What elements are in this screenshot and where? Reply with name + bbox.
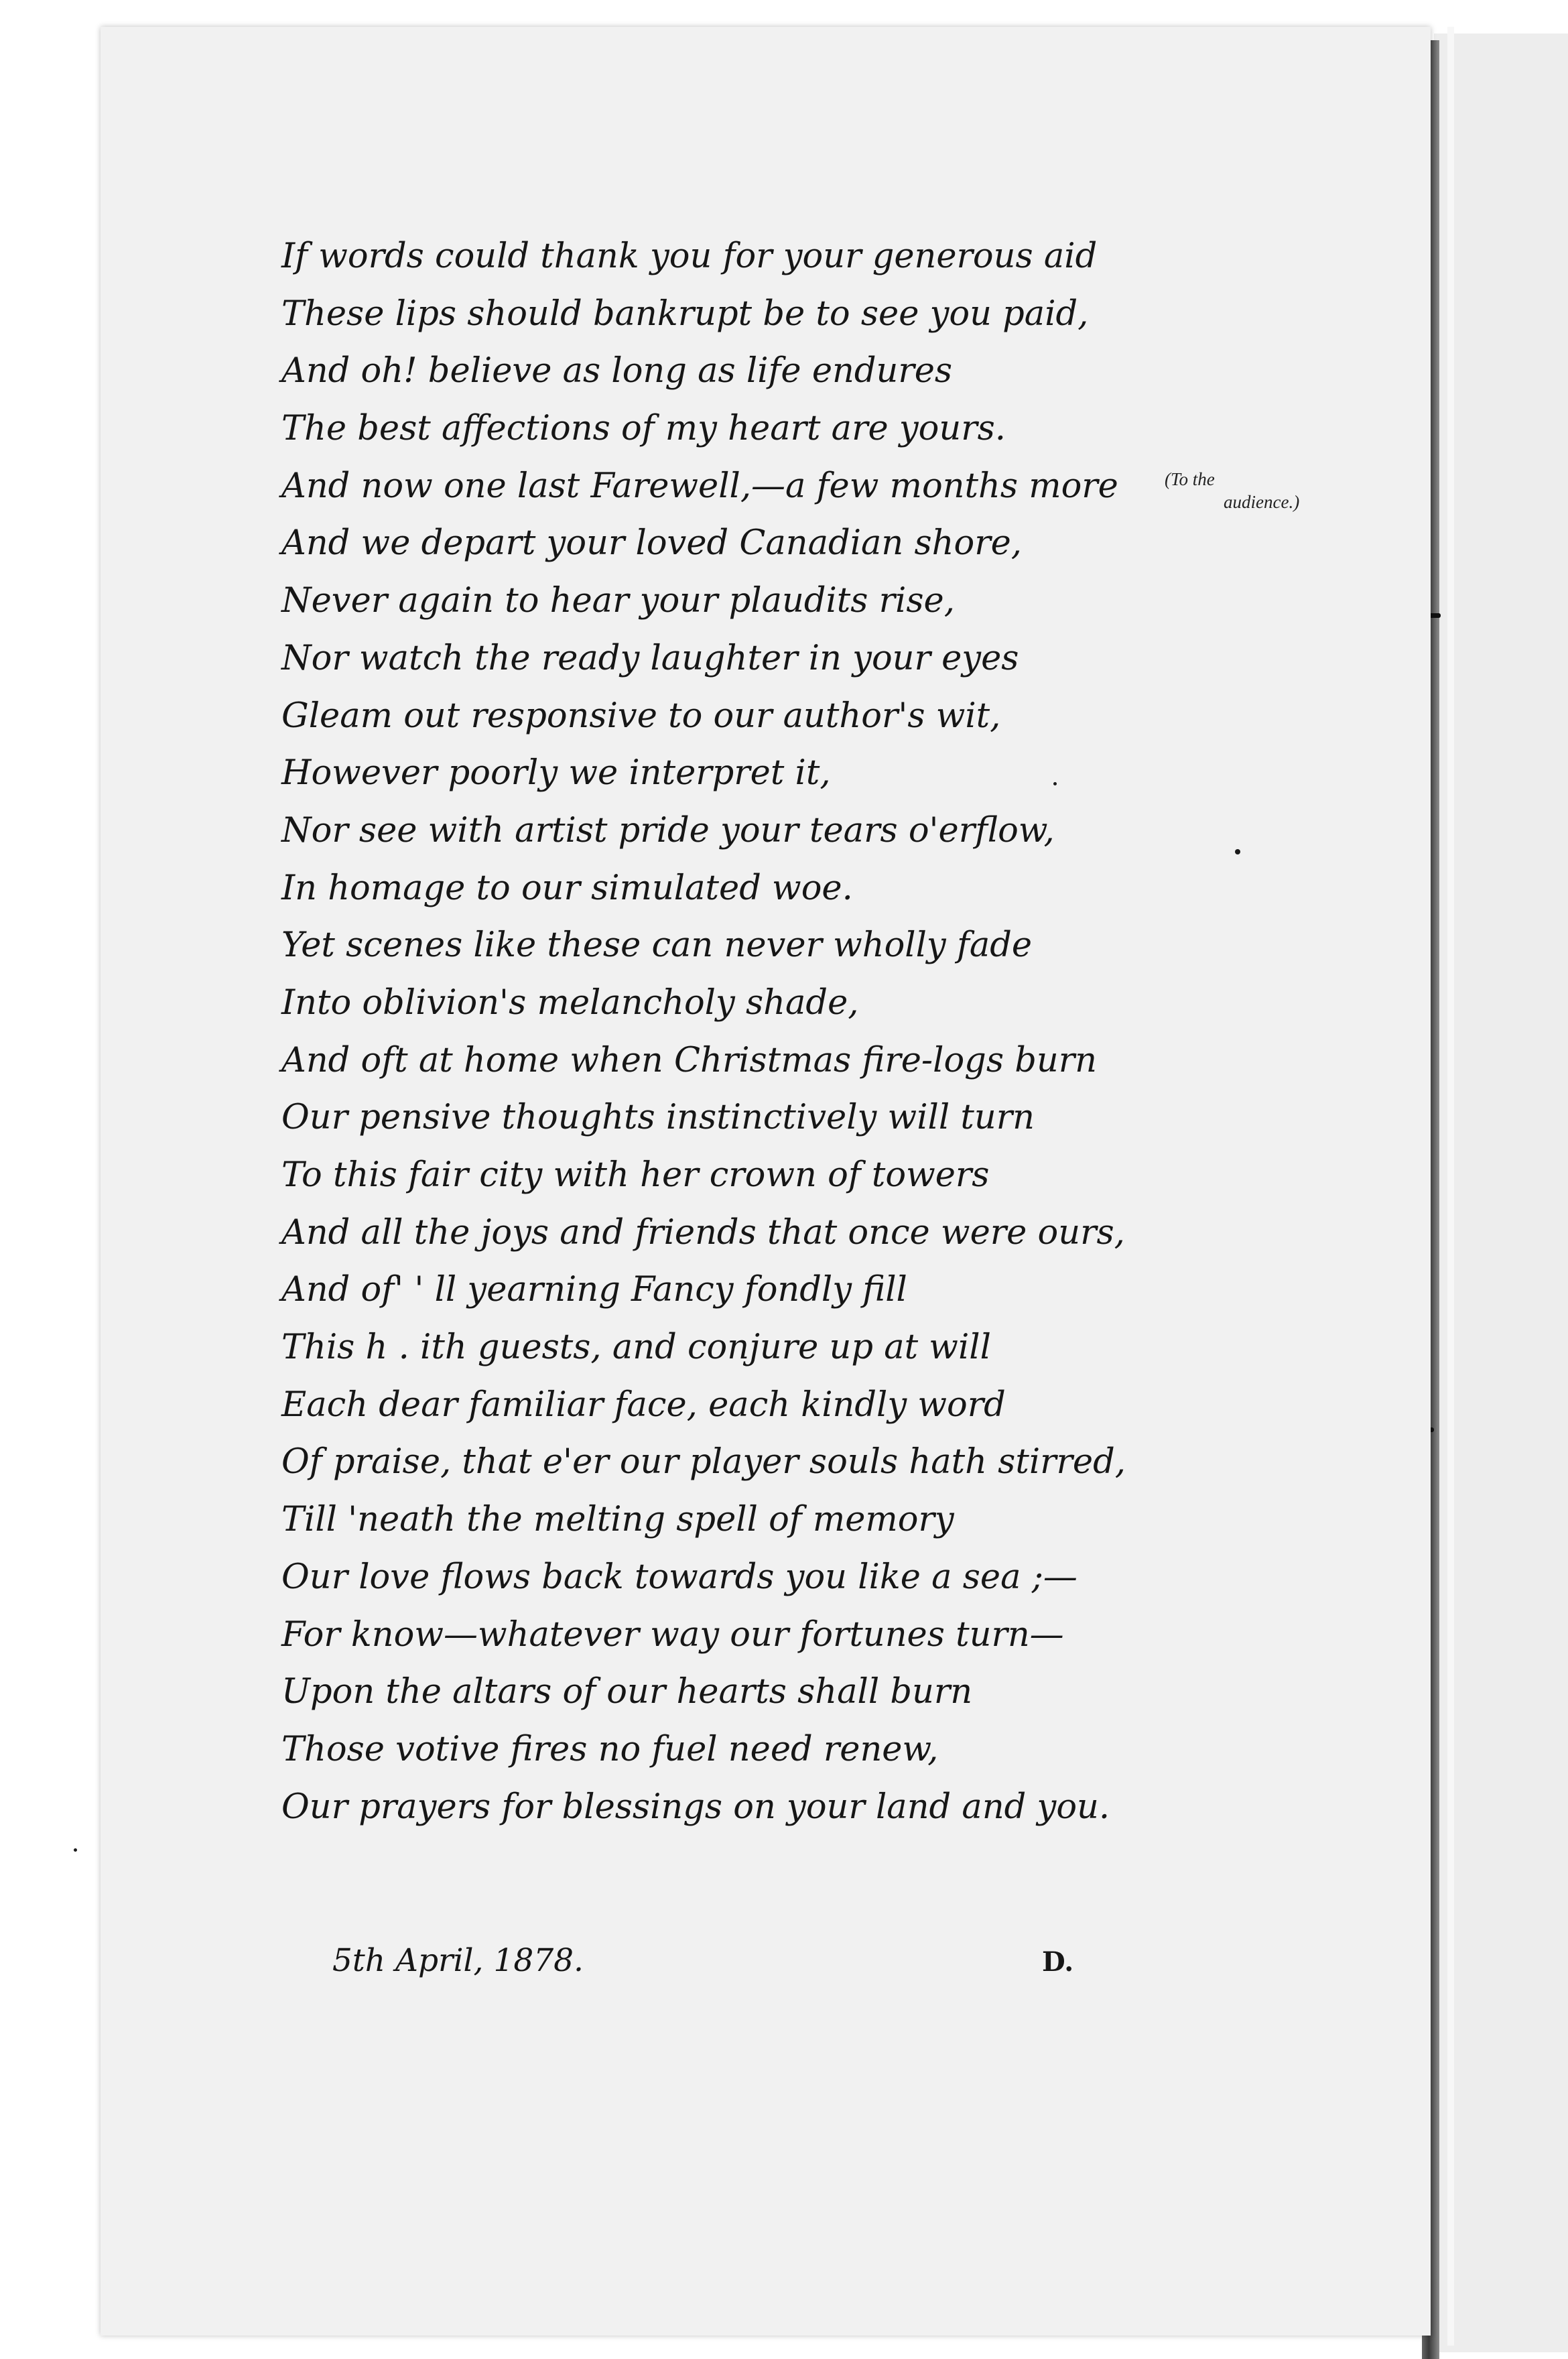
poem-line: Those votive fires no fuel need renew,	[281, 1729, 939, 1769]
poem-line: Our pensive thoughts instinctively will turn	[281, 1098, 1035, 1138]
document-page	[101, 27, 1431, 2336]
ink-speck	[74, 1848, 77, 1852]
poem-line: And oft at home when Christmas fire-logs burn	[281, 1040, 1097, 1080]
poem-line: To this fair city with her crown of towers	[281, 1155, 990, 1195]
poem-line: Nor watch the ready laughter in your eyes	[281, 638, 1019, 678]
page-gap	[1447, 27, 1454, 2346]
ink-speck	[1235, 849, 1240, 854]
poem-line: Yet scenes like these can never wholly fade	[281, 926, 1033, 966]
poem-line: And now one last Farewell,—a few months more	[281, 466, 1118, 506]
stage-direction-line: (To the	[1165, 469, 1215, 489]
poem-date: 5th April, 1878.	[332, 1942, 584, 1979]
poem-line: However poorly we interpret it,	[281, 753, 831, 793]
poem-line: Nor see with artist pride your tears o'erflow,	[281, 810, 1055, 850]
poem-line: And oh! believe as long as life endures	[281, 351, 953, 391]
stage-direction-line: audience.)	[1224, 492, 1300, 512]
poem-line: In homage to our simulated woe.	[281, 868, 853, 908]
poem-line: Each dear familiar face, each kindly word	[281, 1385, 1006, 1425]
poem-signature: D.	[1042, 1946, 1074, 1978]
poem-line: Of praise, that e'er our player souls hath stirred,	[281, 1442, 1126, 1482]
poem-line: Our prayers for blessings on your land and you.	[281, 1787, 1110, 1827]
poem-line: The best affections of my heart are yours.	[281, 409, 1006, 449]
poem-line: For know—whatever way our fortunes turn—	[281, 1614, 1064, 1655]
poem-line: This h . ith guests, and conjure up at will	[281, 1328, 991, 1368]
poem-line: Gleam out responsive to our author's wit,	[281, 696, 1001, 736]
stage-direction	[1165, 468, 1299, 513]
adjacent-page	[1434, 34, 1568, 2352]
poem-line: These lips should bankrupt be to see you paid,	[281, 294, 1089, 334]
poem-line: Upon the altars of our hearts shall burn	[281, 1672, 973, 1712]
poem-line: Into oblivion's melancholy shade,	[281, 982, 859, 1023]
poem-line: If words could thank you for your generous aid	[281, 237, 1098, 276]
poem	[281, 228, 1287, 1836]
ink-speck	[1053, 782, 1057, 785]
poem-line: And we depart your loved Canadian shore,	[281, 523, 1022, 564]
poem-line: And of' ' ll yearning Fancy fondly fill	[281, 1270, 907, 1310]
poem-line: Never again to hear your plaudits rise,	[281, 581, 955, 621]
poem-line: And all the joys and friends that once were ours,	[281, 1212, 1125, 1253]
poem-line: Our love flows back towards you like a sea ;—	[281, 1557, 1077, 1597]
poem-line: Till 'neath the melting spell of memory	[281, 1500, 954, 1540]
